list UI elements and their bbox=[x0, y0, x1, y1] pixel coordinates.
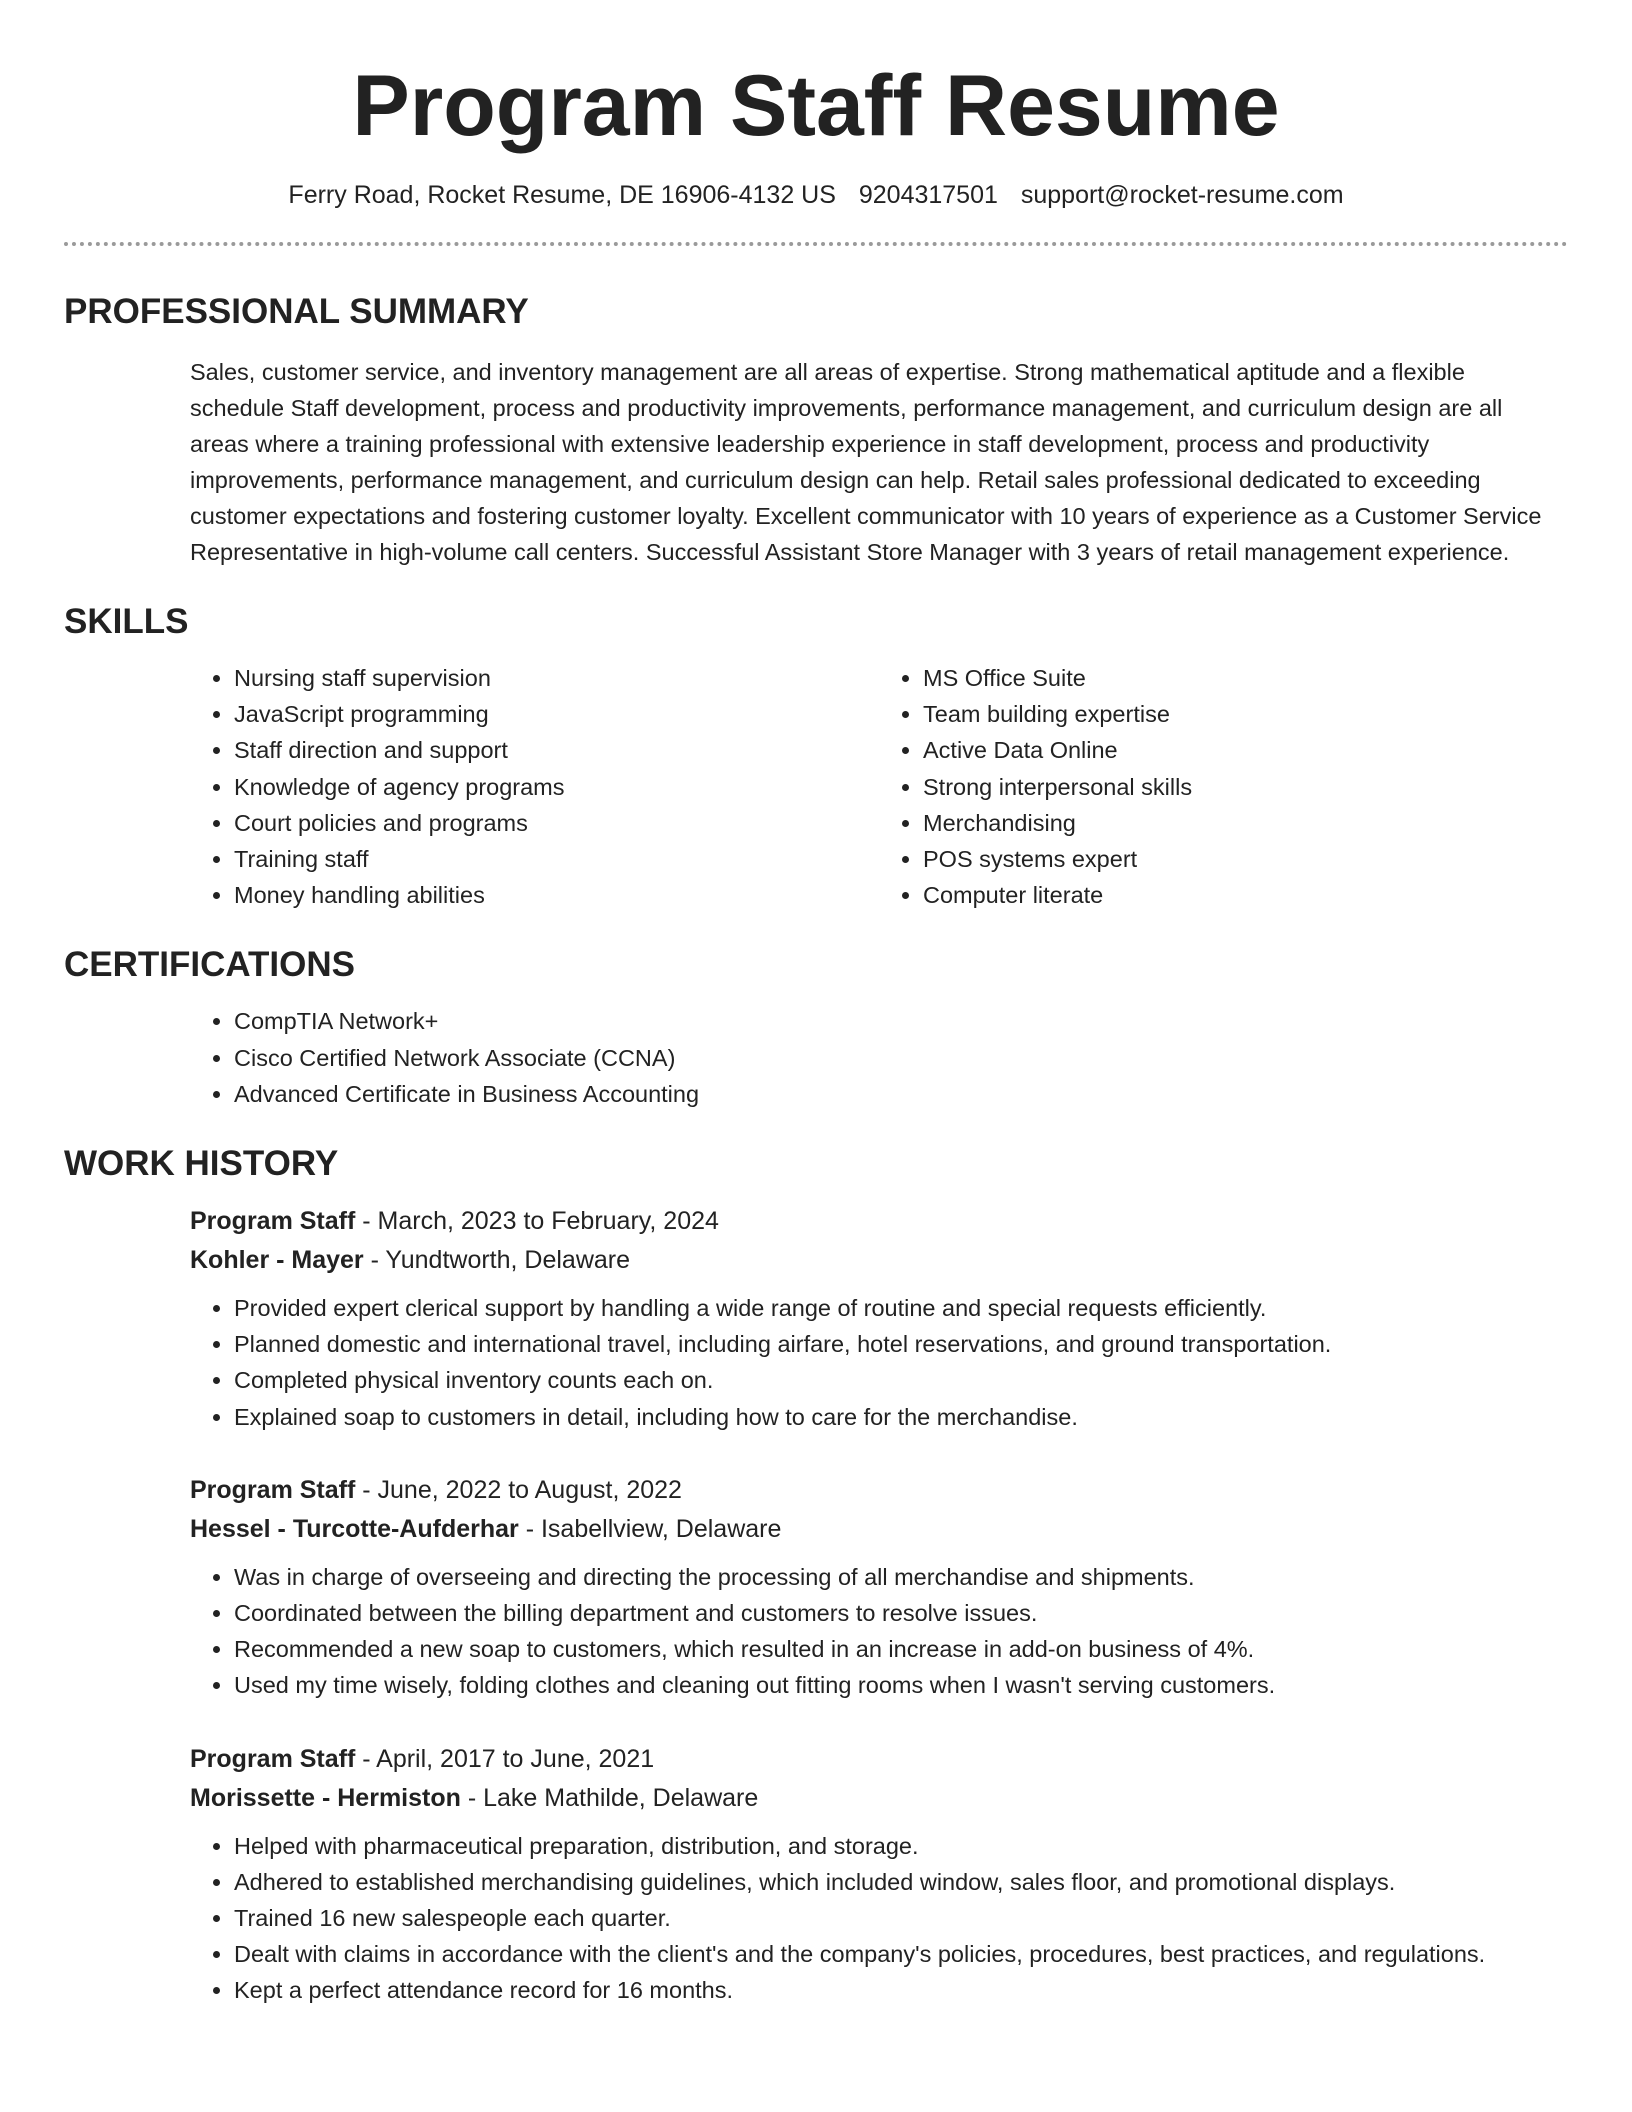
skills-left-list bbox=[190, 660, 879, 913]
job-company-line bbox=[190, 1241, 1568, 1280]
job-title-line bbox=[190, 1202, 1568, 1241]
list-item: • CompTIA Network+ bbox=[234, 1003, 1568, 1039]
list-item: • Dealt with claims in accordance with the client's and the company's policies, procedures, best practices, and regulations. bbox=[234, 1936, 1568, 1972]
list-item: • JavaScript programming bbox=[234, 696, 879, 732]
certifications-heading: CERTIFICATIONS bbox=[64, 945, 356, 985]
job-bullets bbox=[190, 1559, 1568, 1704]
summary-heading: PROFESSIONAL SUMMARY bbox=[64, 292, 529, 331]
list-item: • MS Office Suite bbox=[923, 660, 1568, 696]
job-entry bbox=[190, 1202, 1568, 1435]
list-item: • Advanced Certificate in Business Accounting bbox=[234, 1076, 1568, 1112]
list-item: • Strong interpersonal skills bbox=[923, 769, 1568, 805]
list-item: • Coordinated between the billing department and customers to resolve issues. bbox=[234, 1595, 1568, 1631]
job-bullets bbox=[190, 1290, 1568, 1435]
certifications-list bbox=[190, 1003, 1568, 1112]
job-entry bbox=[190, 1471, 1568, 1704]
list-item: • Court policies and programs bbox=[234, 805, 879, 841]
list-item: • Adhered to established merchandising guidelines, which included window, sales floor, and promotional displays. bbox=[234, 1864, 1568, 1900]
job-company-line bbox=[190, 1510, 1568, 1549]
list-item: • Trained 16 new salespeople each quarter. bbox=[234, 1900, 1568, 1936]
list-item: • Provided expert clerical support by handling a wide range of routine and special requests efficiently. bbox=[234, 1290, 1568, 1326]
job-title: Program Staff bbox=[190, 1207, 356, 1236]
list-item: • Staff direction and support bbox=[234, 732, 879, 768]
contact-email: support@rocket-resume.com bbox=[1020, 181, 1344, 209]
job-bullets bbox=[190, 1828, 1568, 2009]
header-divider bbox=[64, 242, 1568, 246]
list-item: • Active Data Online bbox=[923, 732, 1568, 768]
contact-line bbox=[64, 178, 1568, 212]
list-item: • Was in charge of overseeing and directing the processing of all merchandise and shipments. bbox=[234, 1559, 1568, 1595]
job-location: - Lake Mathilde, Delaware bbox=[460, 1783, 759, 1812]
list-item: • Used my time wisely, folding clothes and cleaning out fitting rooms when I wasn't serving customers. bbox=[234, 1667, 1568, 1703]
job-title-line bbox=[190, 1740, 1568, 1779]
page-title: Program Staff Resume bbox=[352, 58, 1280, 154]
job-company: Hessel - Turcotte-Aufderhar bbox=[190, 1514, 519, 1543]
job-dates: - March, 2023 to February, 2024 bbox=[355, 1207, 719, 1236]
list-item: • Money handling abilities bbox=[234, 877, 879, 913]
contact-phone: 9204317501 bbox=[858, 181, 998, 209]
list-item: • Merchandising bbox=[923, 805, 1568, 841]
skills-heading: SKILLS bbox=[64, 602, 189, 641]
list-item: • Knowledge of agency programs bbox=[234, 769, 879, 805]
skills-grid bbox=[190, 660, 1568, 913]
job-company: Morissette - Hermiston bbox=[190, 1783, 461, 1812]
list-item: • Recommended a new soap to customers, which resulted in an increase in add-on business of 4%. bbox=[234, 1631, 1568, 1667]
list-item: • Computer literate bbox=[923, 877, 1568, 913]
job-location: - Isabellview, Delaware bbox=[518, 1514, 782, 1543]
list-item: • Completed physical inventory counts each on. bbox=[234, 1362, 1568, 1398]
work-history-heading: WORK HISTORY bbox=[64, 1144, 339, 1184]
certifications-body bbox=[190, 1003, 1568, 1112]
contact-address: Ferry Road, Rocket Resume, DE 16906-4132 US bbox=[288, 181, 836, 209]
list-item: • Explained soap to customers in detail, including how to care for the merchandise. bbox=[234, 1399, 1568, 1435]
list-item: • Team building expertise bbox=[923, 696, 1568, 732]
job-location: - Yundtworth, Delaware bbox=[363, 1246, 631, 1275]
list-item: • Planned domestic and international travel, including airfare, hotel reservations, and ground transportation. bbox=[234, 1326, 1568, 1362]
skills-right-list bbox=[879, 660, 1568, 913]
job-dates: - April, 2017 to June, 2021 bbox=[355, 1744, 655, 1773]
list-item: • Training staff bbox=[234, 841, 879, 877]
list-item: • Helped with pharmaceutical preparation, distribution, and storage. bbox=[234, 1828, 1568, 1864]
job-entry bbox=[190, 1740, 1568, 2009]
job-title-line bbox=[190, 1471, 1568, 1510]
job-company-line bbox=[190, 1779, 1568, 1818]
list-item: • Kept a perfect attendance record for 16 months. bbox=[234, 1972, 1568, 2008]
job-dates: - June, 2022 to August, 2022 bbox=[355, 1475, 682, 1504]
job-title: Program Staff bbox=[190, 1744, 356, 1773]
list-item: • Cisco Certified Network Associate (CCNA) bbox=[234, 1040, 1568, 1076]
list-item: • Nursing staff supervision bbox=[234, 660, 879, 696]
job-title: Program Staff bbox=[190, 1475, 356, 1504]
job-company: Kohler - Mayer bbox=[190, 1246, 364, 1275]
list-item: • POS systems expert bbox=[923, 841, 1568, 877]
summary-text: Sales, customer service, and inventory management are all areas of expertise. Strong mathematical aptitude and a flexible schedule Staff development, process and productivity improvements, performance management, and curriculum design are all areas where a training professional with extensive leadership experience in staff development, process and productivity improvements, performance management, and curriculum design can help. Retail sales professional dedicated to exceeding customer expectations and fostering customer loyalty. Excellent communicator with 10 years of experience as a Customer Service Representative in high-volume call centers. Successful Assistant Store Manager with 3 years of retail management experience. bbox=[190, 359, 1542, 565]
